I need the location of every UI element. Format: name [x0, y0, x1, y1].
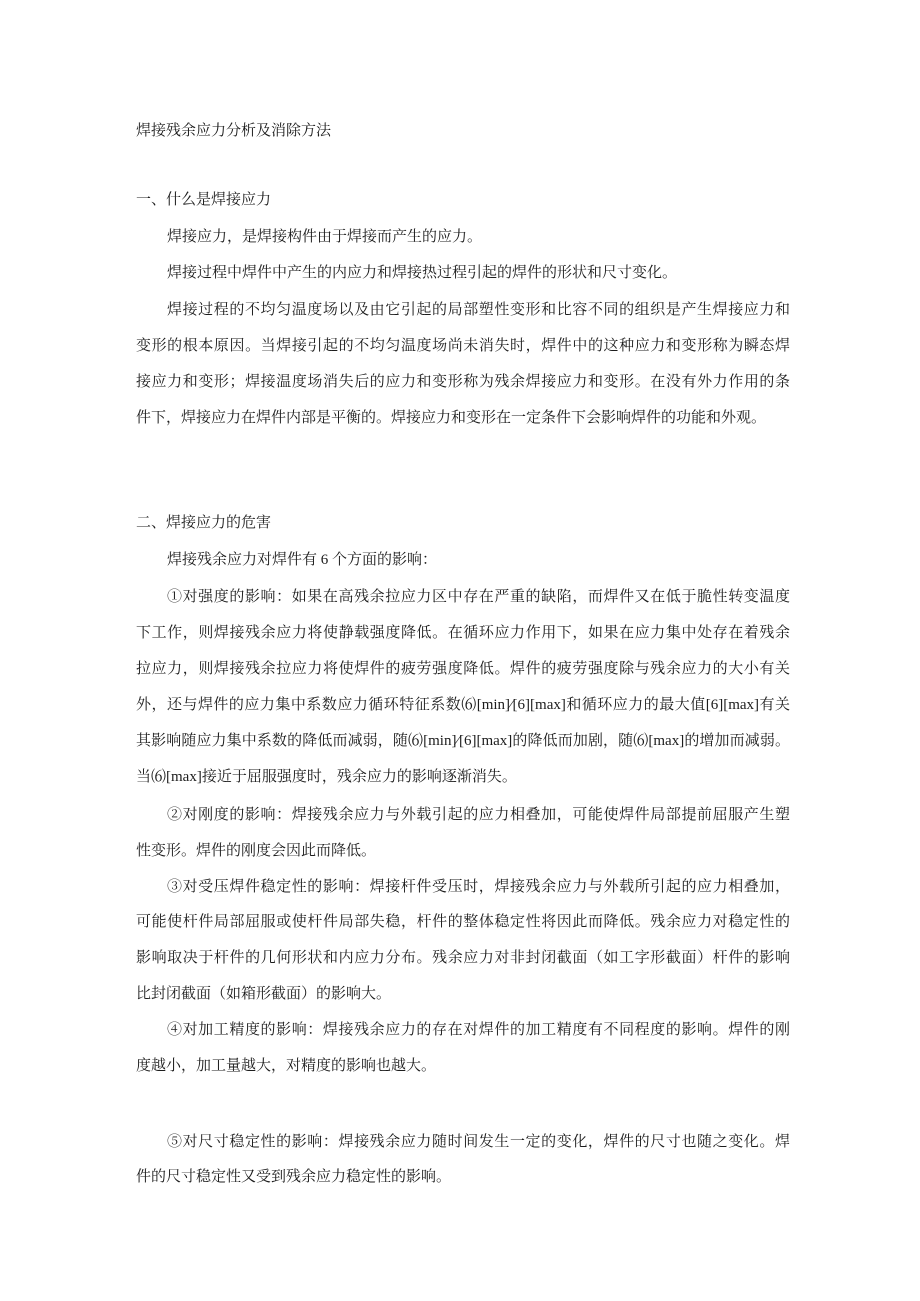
paragraph-line: 下工作，则焊接残余应力将使静载强度降低。在循环应力作用下，如果在应力集中处存在着残余 [136, 625, 790, 641]
paragraph-line: 性变形。焊件的刚度会因此而降低。 [136, 843, 377, 859]
paragraph-line: 焊接过程中焊件中产生的内应力和焊接热过程引起的焊件的形状和尺寸变化。 [167, 265, 678, 281]
paragraph-line: 变形的根本原因。当焊接引起的不均匀温度场尚未消失时，焊件中的这种应力和变形称为瞬态焊 [136, 338, 790, 354]
paragraph-line: ③对受压焊件稳定性的影响：焊接杆件受压时，焊接残余应力与外载所引起的应力相叠加， [167, 879, 790, 895]
paragraph-line: ②对刚度的影响：焊接残余应力与外载引起的应力相叠加，可能使焊件局部提前屈服产生塑 [167, 807, 790, 823]
paragraph-line: ④对加工精度的影响：焊接残余应力的存在对焊件的加工精度有不同程度的影响。焊件的刚 [167, 1022, 790, 1038]
paragraph-line: 焊接应力，是焊接构件由于焊接而产生的应力。 [167, 229, 483, 245]
paragraph-line: 影响取决于杆件的几何形状和内应力分布。残余应力对非封闭截面（如工字形截面）杆件的影响 [136, 950, 790, 966]
paragraph-line: 可能使杆件局部屈服或使杆件局部失稳，杆件的整体稳定性将因此而降低。残余应力对稳定性的 [136, 914, 790, 930]
paragraph-line: 度越小，加工量越大，对精度的影响也越大。 [136, 1058, 437, 1074]
section-heading: 二、焊接应力的危害 [136, 515, 272, 531]
paragraph-line: 拉应力，则焊接残余拉应力将使焊件的疲劳强度降低。焊件的疲劳强度除与残余应力的大小有关 [136, 661, 790, 677]
paragraph-line: 件下，焊接应力在焊件内部是平衡的。焊接应力和变形在一定条件下会影响焊件的功能和外观。 [136, 410, 767, 426]
paragraph-line: 比封闭截面（如箱形截面）的影响大。 [136, 986, 392, 1002]
paragraph-line: 其影响随应力集中系数的降低而减弱，随⑹[min]∕[6][max]的降低而加剧，随⑹[max]的增加而减弱。 [136, 733, 790, 749]
section-heading: 一、什么是焊接应力 [136, 192, 272, 208]
paragraph-line: ⑤对尺寸稳定性的影响：焊接残余应力随时间发生一定的变化，焊件的尺寸也随之变化。焊 [167, 1134, 790, 1150]
paragraph-line: 焊接残余应力对焊件有 6 个方面的影响： [167, 552, 438, 568]
paragraph-line: 当⑹[max]接近于屈服强度时，残余应力的影响逐渐消失。 [136, 769, 517, 785]
paragraph-line: 外，还与焊件的应力集中系数应力循环特征系数⑹[min]∕[6][max]和循环应力的最大值[6][max]有关 [136, 697, 790, 713]
paragraph-line: 焊接过程的不均匀温度场以及由它引起的局部塑性变形和比容不同的组织是产生焊接应力和 [167, 302, 790, 318]
paragraph-line: 件的尺寸稳定性又受到残余应力稳定性的影响。 [136, 1169, 452, 1185]
document-title: 焊接残余应力分析及消除方法 [136, 123, 332, 139]
paragraph-line: 接应力和变形；焊接温度场消失后的应力和变形称为残余焊接应力和变形。在没有外力作用的条 [136, 374, 790, 390]
paragraph-line: ①对强度的影响：如果在高残余拉应力区中存在严重的缺陷，而焊件又在低于脆性转变温度 [167, 589, 790, 605]
